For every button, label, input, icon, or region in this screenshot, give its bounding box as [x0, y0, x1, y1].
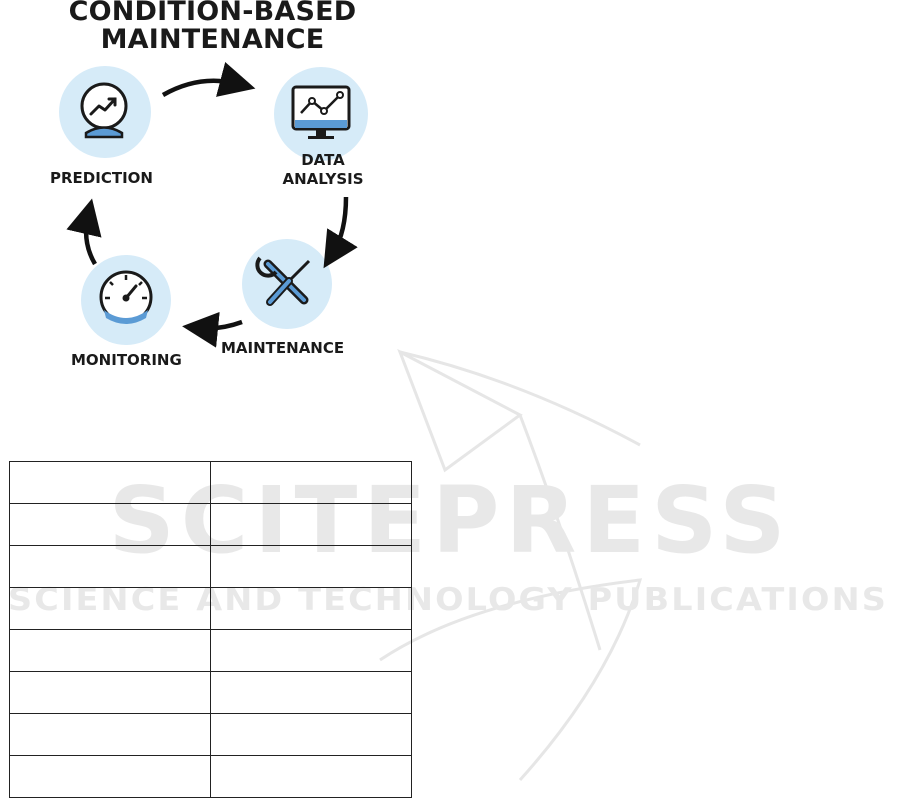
table-cell	[211, 672, 412, 714]
table-cell	[211, 630, 412, 672]
table-cell	[10, 756, 211, 798]
table-row	[10, 630, 412, 672]
empty-table	[9, 461, 412, 798]
table-cell	[211, 546, 412, 588]
table-row	[10, 504, 412, 546]
table-row	[10, 462, 412, 504]
table-row	[10, 714, 412, 756]
arrow-maintenance-to-monitoring	[200, 322, 242, 328]
watermark-brand: SCITEPRESS	[108, 467, 792, 574]
table-cell	[10, 546, 211, 588]
step-label-analysis: ANALYSIS	[282, 170, 364, 188]
diagram-title-line-1: CONDITION-BASED	[68, 0, 357, 27]
diagram-title-line-2: MAINTENANCE	[100, 24, 325, 55]
step-label-maintenance: MAINTENANCE	[221, 339, 345, 357]
watermark-tagline: SCIENCE AND TECHNOLOGY PUBLICATIONS	[8, 582, 888, 618]
table-row	[10, 756, 412, 798]
gauge-icon	[101, 272, 151, 324]
table-row	[10, 588, 412, 630]
arrow-monitoring-to-prediction	[86, 216, 95, 264]
diagram-graphics	[0, 0, 425, 380]
table-cell	[10, 504, 211, 546]
arrow-prediction-to-analysis	[163, 81, 238, 95]
step-label-prediction: PREDICTION	[50, 169, 153, 187]
table-cell	[211, 714, 412, 756]
table-cell	[211, 756, 412, 798]
arrow-analysis-to-maintenance	[333, 197, 346, 253]
table-cell	[211, 504, 412, 546]
book-logo-icon	[380, 352, 640, 780]
step-label-monitoring: MONITORING	[71, 351, 182, 369]
table-cell	[10, 630, 211, 672]
table-cell	[10, 588, 211, 630]
table-cell	[10, 672, 211, 714]
step-label-data: DATA	[301, 151, 345, 169]
table-cell	[10, 714, 211, 756]
table-row	[10, 672, 412, 714]
table-cell	[10, 462, 211, 504]
table-cell	[211, 588, 412, 630]
table-row	[10, 546, 412, 588]
table-cell	[211, 462, 412, 504]
